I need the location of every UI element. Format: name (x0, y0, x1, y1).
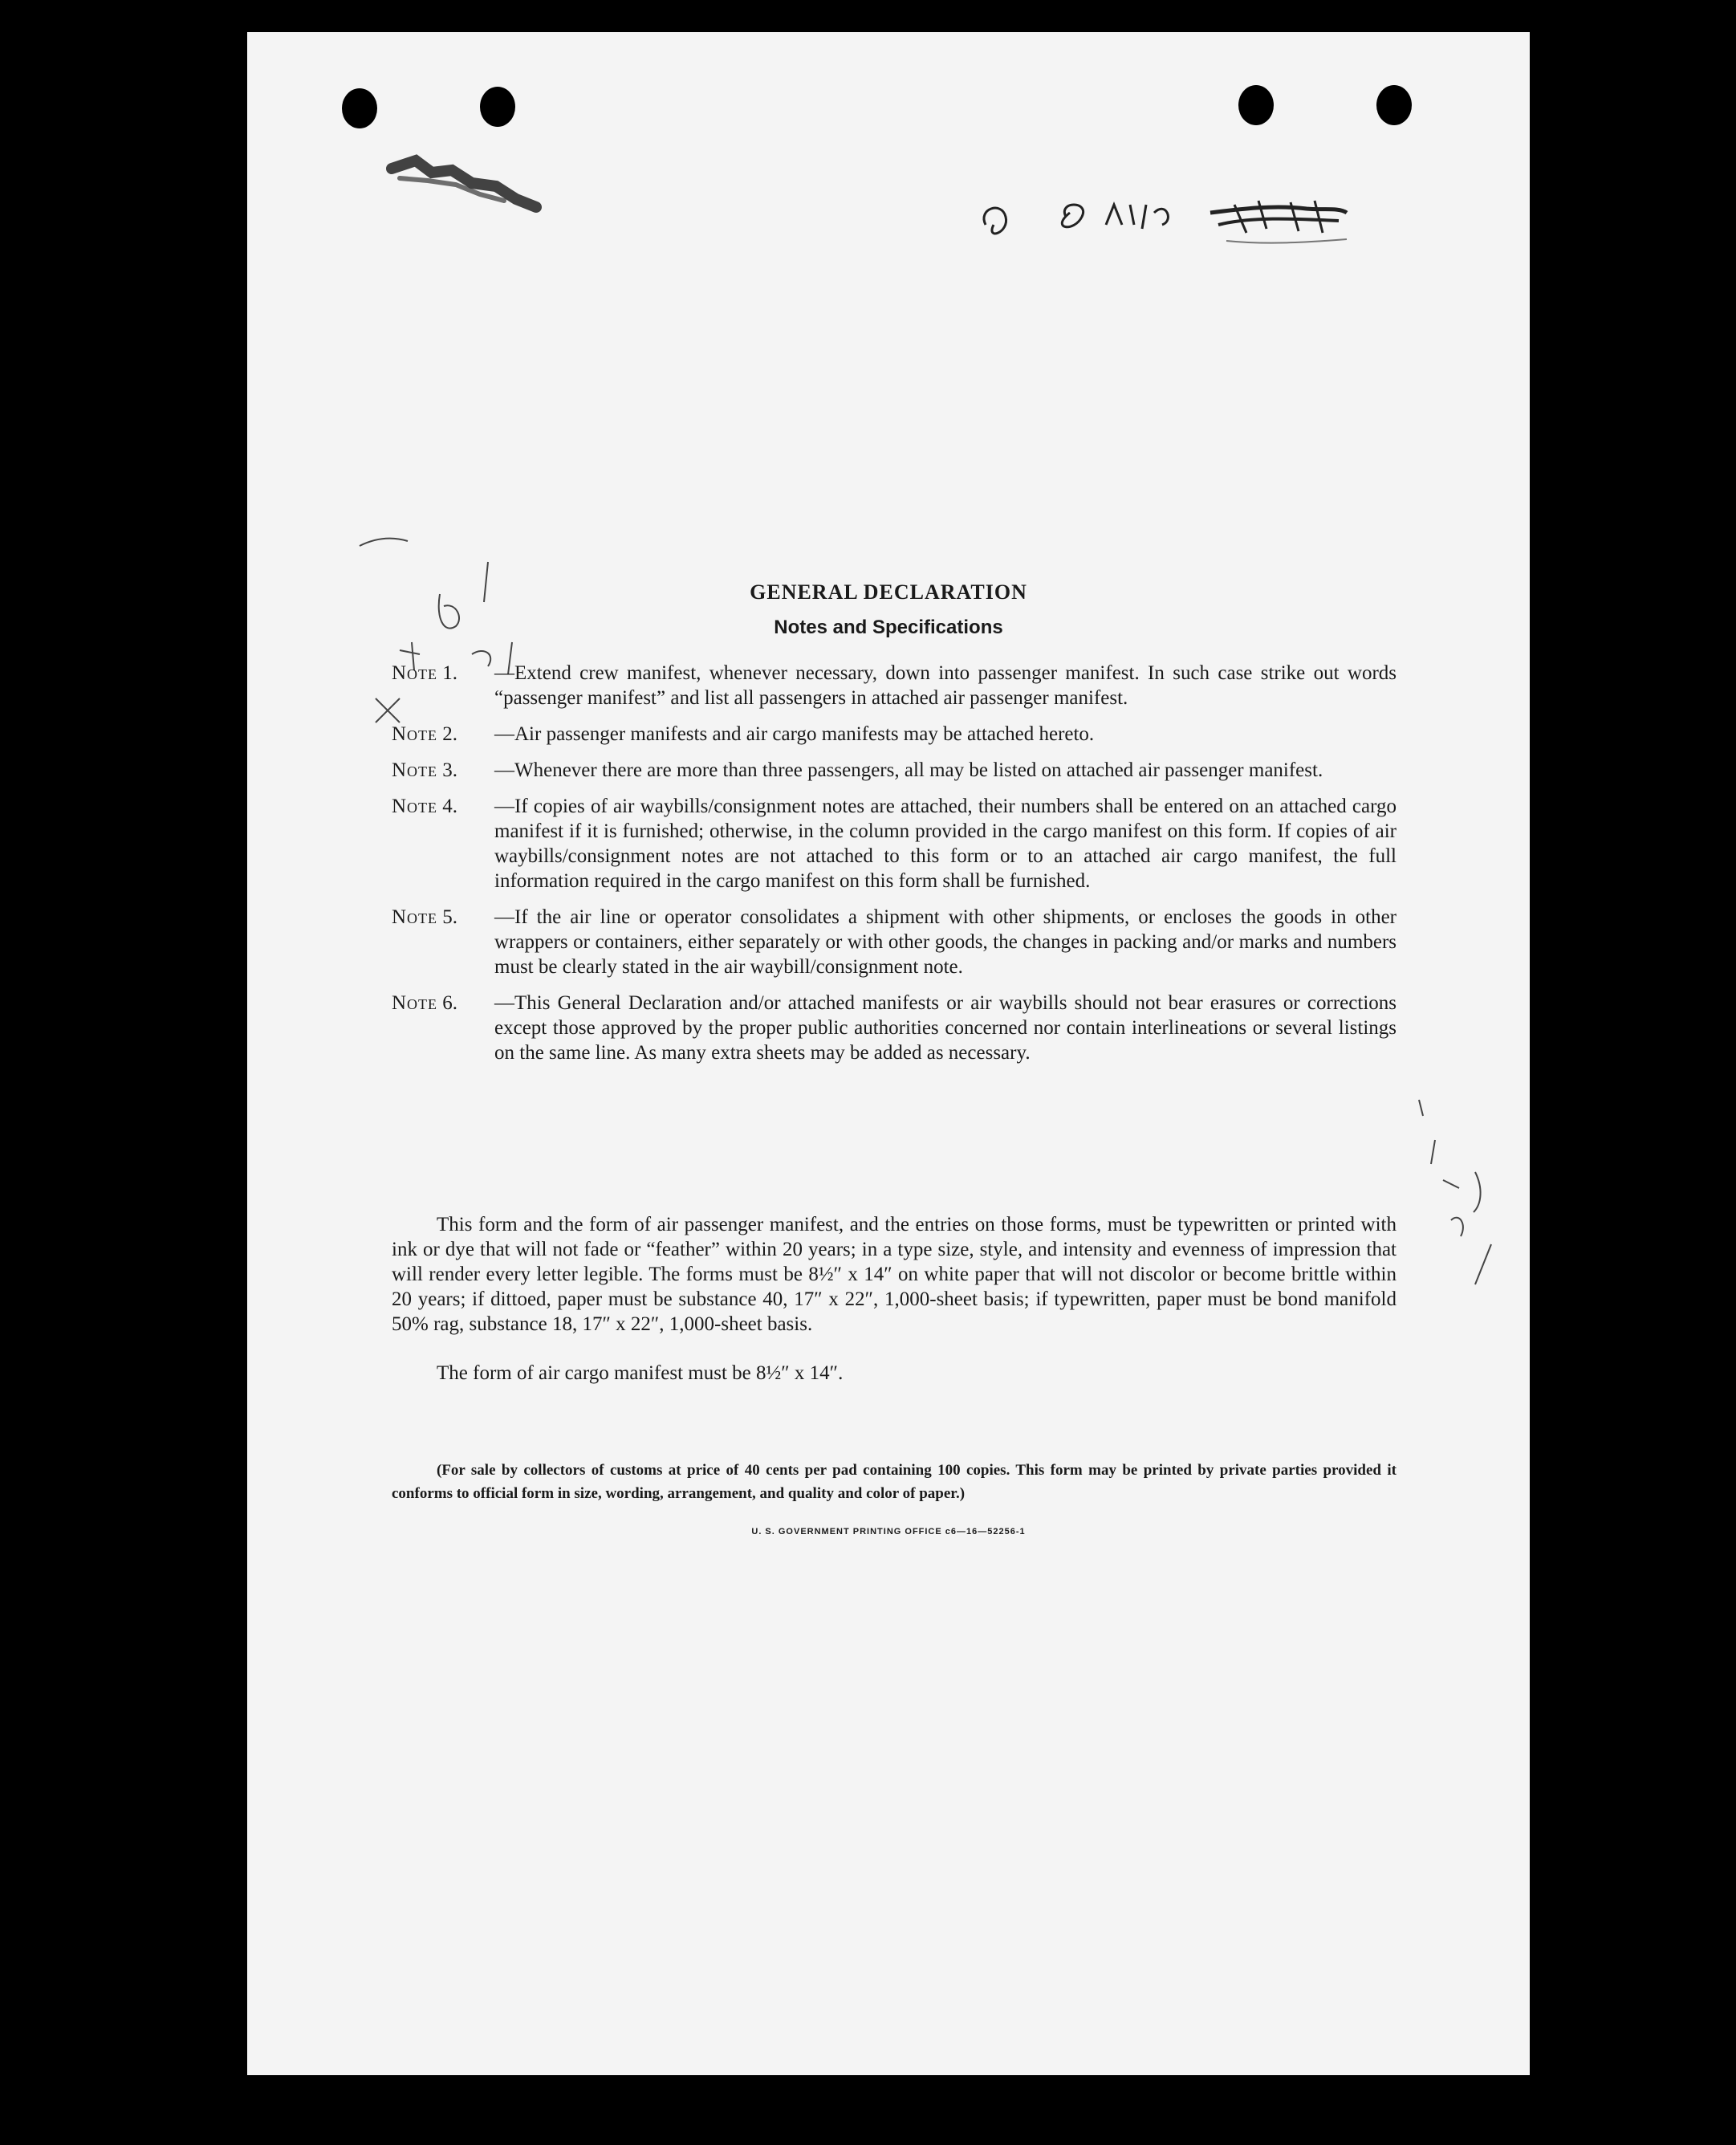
printing-office-line: U. S. GOVERNMENT PRINTING OFFICE c6—16—52256-1 (751, 1527, 1026, 1537)
note-text: —This General Declaration and/or attached manifests or air waybills should not bear erasures or corrections except those approved by the proper public authorities concerned nor contain interlineations or several listings on the same line. As many extra sheets may be added as necessary. (494, 992, 1397, 1064)
note-text: —Air passenger manifests and air cargo manifests may be attached hereto. (494, 723, 1095, 745)
note-2 (392, 722, 1397, 747)
punch-hole (342, 88, 377, 128)
notes-list (392, 661, 1397, 1077)
note-text: —If copies of air waybills/consignment notes are attached, their numbers shall be entered on an attached cargo manifest if it is furnished; otherwise, in the column provided in the cargo manifest on this form. If copies of air waybills/consignment notes are not attached to this form or to an attached air cargo manifest, the full information required in the cargo manifest on this form shall be furnished. (494, 796, 1397, 892)
note-label: Note 5. (392, 906, 458, 928)
cargo-form-paragraph: The form of air cargo manifest must be 8½″ x 14″. (437, 1362, 844, 1384)
note-5 (392, 905, 1397, 979)
note-label: Note 2. (392, 723, 458, 745)
note-6 (392, 991, 1397, 1065)
note-4 (392, 794, 1397, 893)
note-3 (392, 758, 1397, 783)
sale-note: (For sale by collectors of customs at price of 40 cents per pad containing 100 copies. This form may be printed by private parties provided it conforms to official form in size, wording, arrangement, and quality and color of paper.) (392, 1462, 1397, 1502)
note-text: —Whenever there are more than three passengers, all may be listed on attached air passenger manifest. (494, 759, 1323, 781)
document-title: GENERAL DECLARATION (750, 580, 1027, 604)
punch-hole (1238, 85, 1274, 125)
note-text: —If the air line or operator consolidates a shipment with other shipments, or encloses the goods in other wrappers or containers, either separately or with other goods, the changes in packing and/or marks and numbers must be clearly stated in the air waybill/consignment note. (494, 906, 1397, 978)
margin-handwriting (1387, 1084, 1523, 1309)
form-requirements-paragraph: This form and the form of air passenger manifest, and the entries on those forms, must be typewritten or printed with ink or dye that will not fade or “feather” within 20 years; in a type size, style, and intensity and evenness of impression that will render every letter legible. The forms must be 8½″ x 14″ on white paper that will not discolor or become brittle within 20 years; if dittoed, paper must be substance 40, 17″ x 22″, 1,000-sheet basis; if typewritten, paper must be bond manifold 50% rag, substance 18, 17″ x 22″, 1,000-sheet basis. (392, 1214, 1397, 1335)
note-label: Note 6. (392, 992, 458, 1014)
note-1 (392, 661, 1397, 710)
punch-hole (480, 87, 515, 127)
note-label: Note 1. (392, 662, 458, 684)
note-label: Note 4. (392, 796, 458, 817)
note-text: —Extend crew manifest, whenever necessary, down into passenger manifest. In such case strike out words “passenger manifest” and list all passengers in attached air passenger manifest. (494, 662, 1397, 709)
note-label: Note 3. (392, 759, 458, 781)
document-subtitle: Notes and Specifications (774, 617, 1003, 638)
handwritten-strike-annotation (970, 169, 1419, 257)
ink-smudge (384, 136, 544, 225)
document-page (247, 32, 1530, 2075)
punch-hole (1376, 85, 1412, 125)
